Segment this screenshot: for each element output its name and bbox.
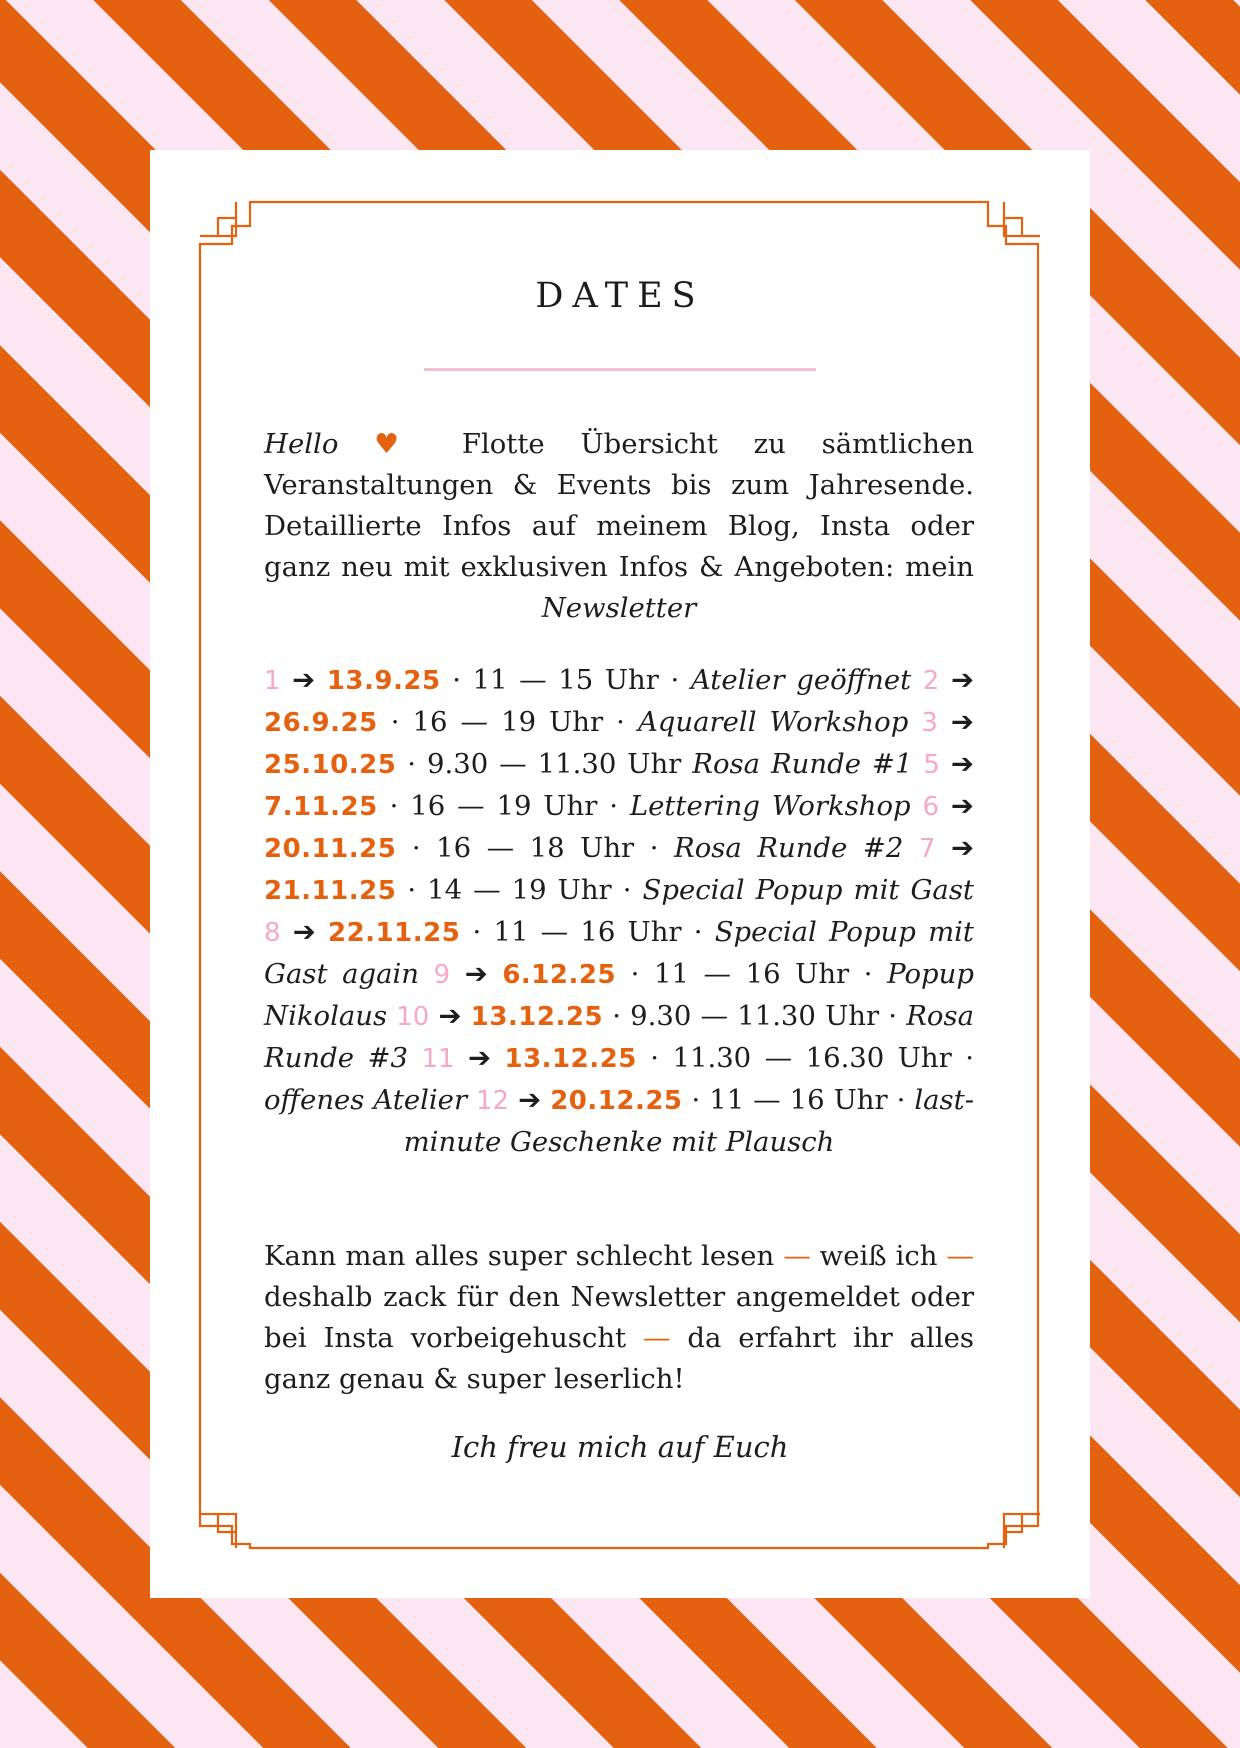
event-time: · 11.30 — 16.30 Uhr ·: [650, 1042, 974, 1074]
newsletter-link[interactable]: Newsletter: [541, 592, 697, 624]
dash: —: [643, 1322, 671, 1354]
event-title: Atelier geöffnet: [690, 664, 912, 696]
event-title: Aquarell Workshop: [637, 706, 909, 738]
event-date: 6.12.25: [502, 960, 617, 990]
event-time: · 16 — 18 Uhr ·: [411, 832, 659, 864]
event-number: 11: [421, 1044, 455, 1074]
event-number: 7: [918, 834, 936, 864]
event-title: offenes Atelier: [264, 1084, 468, 1116]
event-date: 26.9.25: [264, 708, 378, 738]
event-date: 20.12.25: [550, 1086, 683, 1116]
dash: —: [783, 1240, 811, 1272]
event-date: 22.11.25: [328, 918, 461, 948]
event-time: · 11 — 16 Uhr ·: [472, 916, 703, 948]
event-title: Special Popup mit Gast again: [264, 916, 974, 990]
arrow-icon: ➔: [518, 1084, 542, 1116]
event-time: · 11 — 15 Uhr ·: [452, 664, 680, 696]
event-number: 3: [921, 708, 938, 738]
event-number: 2: [922, 666, 940, 696]
outro-paragraph: [264, 1236, 974, 1400]
event-list: [264, 660, 974, 1163]
arrow-icon: ➔: [292, 916, 316, 948]
event-date: 21.11.25: [264, 876, 397, 906]
arrow-icon: ➔: [464, 958, 488, 990]
event-time: · 14 — 19 Uhr ·: [407, 874, 632, 906]
intro-paragraph: [264, 424, 974, 629]
event-title: Rosa Runde #2: [673, 832, 904, 864]
event-title: Special Popup mit Gast: [642, 874, 974, 906]
heart-icon: ♥: [374, 428, 427, 460]
arrow-icon: ➔: [438, 1000, 462, 1032]
event-title: last-minute Geschenke mit Plausch: [403, 1084, 975, 1158]
event-time: · 16 — 19 Uhr ·: [389, 790, 618, 822]
signature: Ich freu mich auf Euch: [451, 1430, 789, 1464]
arrow-icon: ➔: [950, 790, 974, 822]
event-time: · 9.30 — 11.30 Uhr: [407, 748, 682, 780]
event-title: Popup Nikolaus: [264, 958, 974, 1032]
arrow-icon: ➔: [468, 1042, 492, 1074]
event-date: 20.11.25: [264, 834, 397, 864]
outro-text-4: da erfahrt ihr alles ganz genau & super leserlich!: [264, 1322, 975, 1395]
event-number: 10: [396, 1002, 430, 1032]
event-time: · 16 — 19 Uhr ·: [390, 706, 625, 738]
intro-text: Flotte Übersicht zu sämtlichen Veranstaltungen & Events bis zum Jahresende. Detaillierte Infos auf meinem Blog, Insta oder ganz neu mit exklusiven Infos & Angeboten: mein: [264, 428, 974, 583]
arrow-icon: ➔: [292, 664, 316, 696]
event-date: 13.9.25: [326, 666, 441, 696]
event-time: · 11 — 16 Uhr ·: [691, 1084, 906, 1116]
event-date: 13.12.25: [504, 1044, 637, 1074]
page-title: DATES: [535, 276, 705, 316]
arrow-icon: ➔: [950, 706, 974, 738]
outro-text-1: Kann man alles super schlecht lesen: [264, 1240, 775, 1272]
event-number: 1: [264, 666, 281, 696]
event-number: 9: [433, 960, 451, 990]
arrow-icon: ➔: [950, 664, 975, 696]
event-title: Rosa Runde #1: [692, 748, 913, 780]
event-title: Lettering Workshop: [629, 790, 911, 822]
title-divider: [424, 368, 816, 371]
outro-text-2: weiß ich: [819, 1240, 938, 1272]
event-title: Rosa Runde #3: [264, 1000, 974, 1074]
event-date: 7.11.25: [264, 792, 378, 822]
dash: —: [946, 1240, 974, 1272]
event-number: 6: [922, 792, 940, 822]
event-number: 5: [923, 750, 940, 780]
arrow-icon: ➔: [950, 748, 974, 780]
event-time: · 9.30 — 11.30 Uhr ·: [612, 1000, 898, 1032]
event-number: 8: [264, 918, 281, 948]
event-time: · 11 — 16 Uhr ·: [630, 958, 873, 990]
event-date: 25.10.25: [264, 750, 397, 780]
event-date: 13.12.25: [470, 1002, 604, 1032]
greeting: Hello: [264, 428, 339, 460]
arrow-icon: ➔: [950, 832, 974, 864]
event-number: 12: [476, 1086, 510, 1116]
outro-text-3: deshalb zack für den Newsletter angemeldet oder bei Insta vorbeigehuscht: [264, 1281, 974, 1354]
